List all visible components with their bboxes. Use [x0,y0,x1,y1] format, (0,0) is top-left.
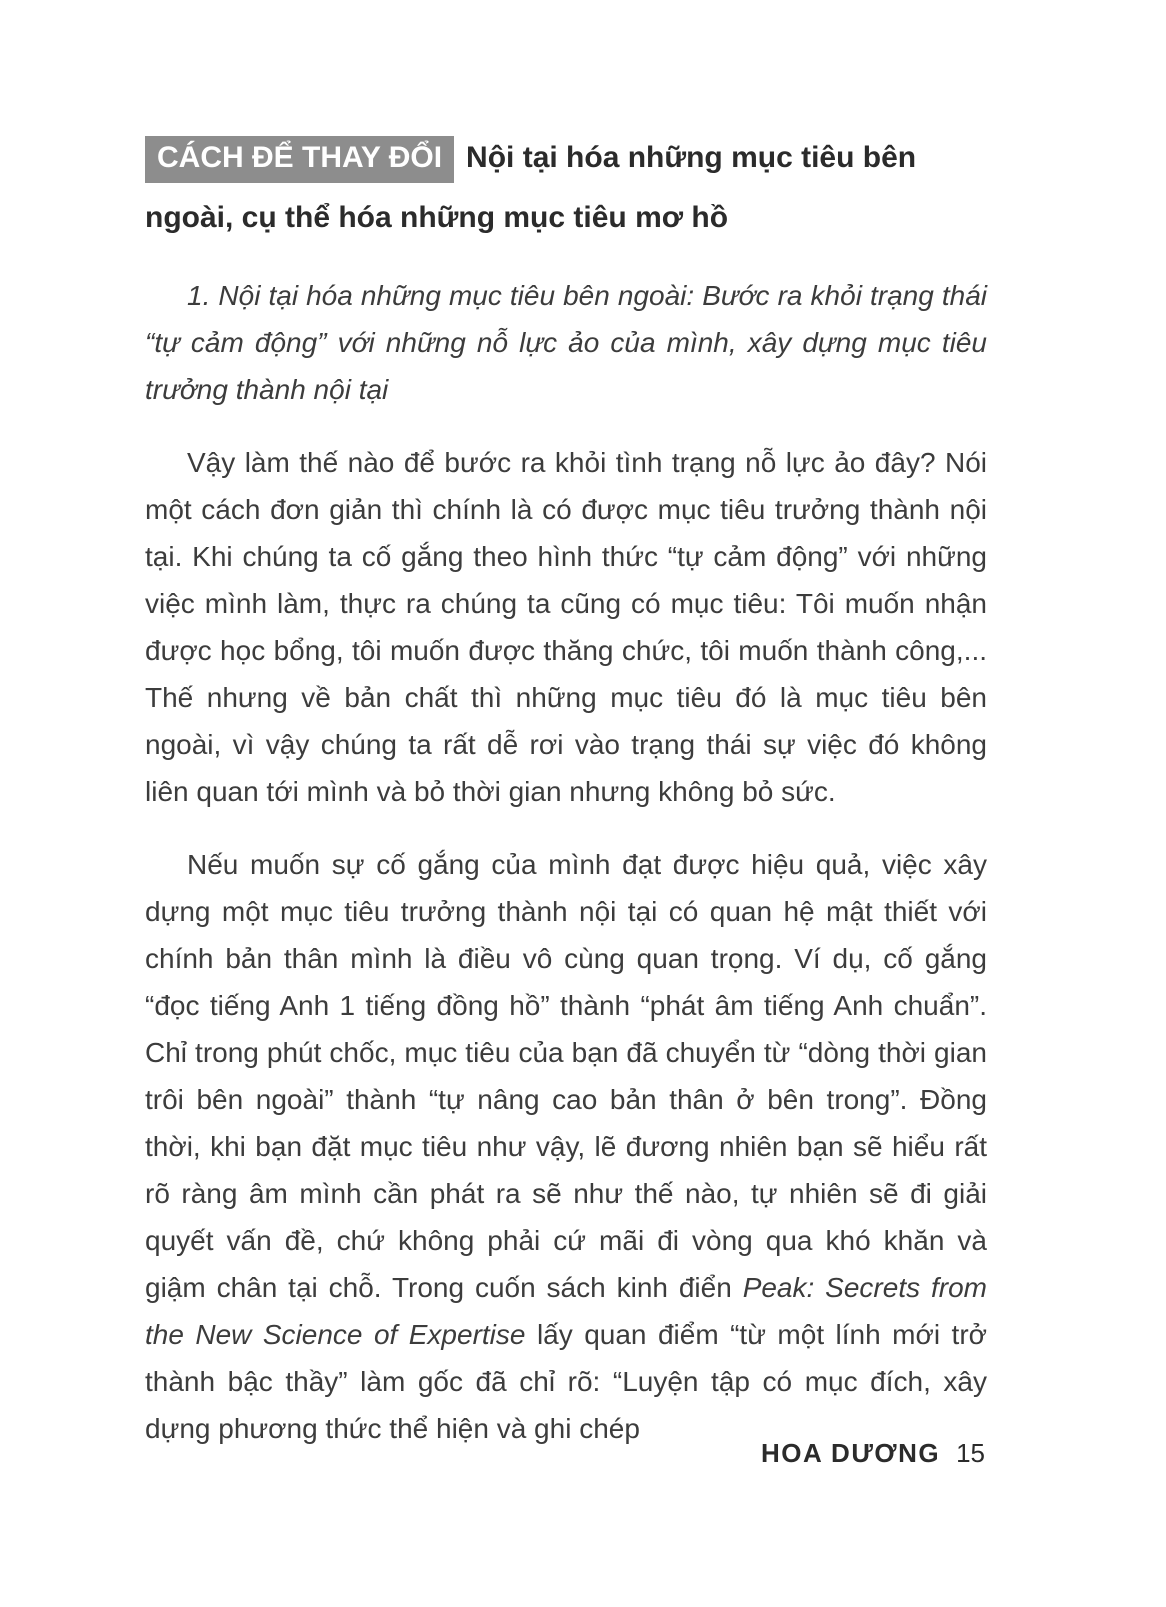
body-paragraph-2-part2: lấy quan điểm “từ một lính mới trở thành bậc thầy” làm gốc đã chỉ rõ: “Luyện tập có mục đích, xây dựng phương thức thể hiện và ghi chép [145,1319,987,1444]
page-content [145,128,987,1452]
body-paragraph-2-part1: Nếu muốn sự cố gắng của mình đạt được hiệu quả, việc xây dựng một mục tiêu trưởng thành nội tại có quan hệ mật thiết với chính bản thân mình là điều vô cùng quan trọng. Ví dụ, cố gắng “đọc tiếng Anh 1 tiếng đồng hồ” thành “phát âm tiếng Anh chuẩn”. Chỉ trong phút chốc, mục tiêu của bạn đã chuyển từ “dòng thời gian trôi bên ngoài” thành “tự nâng cao bản thân ở bên trong”. Đồng thời, khi bạn đặt mục tiêu như vậy, lẽ đương nhiên bạn sẽ hiểu rất rõ ràng âm mình cần phát ra sẽ như thế nào, tự nhiên sẽ đi giải quyết vấn đề, chứ không phải cứ mãi đi vòng qua khó khăn và giậm chân tại chỗ. Trong cuốn sách kinh điển [145,849,987,1303]
section-heading [145,128,987,248]
book-title-citation: Peak: Secrets from the New Science of Expertise [145,1272,987,1350]
footer-author-name: HOA DƯƠNG [761,1438,941,1468]
subsection-title: 1. Nội tại hóa những mục tiêu bên ngoài: Bước ra khỏi trạng thái “tự cảm động” với những nỗ lực ảo của mình, xây dựng mục tiêu trưởng thành nội tại [145,280,987,405]
body-paragraph-1: Vậy làm thế nào để bước ra khỏi tình trạng nỗ lực ảo đây? Nói một cách đơn giản thì chính là có được mục tiêu trưởng thành nội tại. Khi chúng ta cố gắng theo hình thức “tự cảm động” với những việc mình làm, thực ra chúng ta cũng có mục tiêu: Tôi muốn nhận được học bổng, tôi muốn được thăng chức, tôi muốn thành công,... Thế nhưng về bản chất thì những mục tiêu đó là mục tiêu bên ngoài, vì vậy chúng ta rất dễ rơi vào trạng thái sự việc đó không liên quan tới mình và bỏ thời gian nhưng không bỏ sức. [145,447,987,807]
footer-page-number: 15 [956,1438,985,1468]
body-paragraph-2 [145,841,987,1452]
page-footer [761,1438,985,1469]
section-heading-text: Nội tại hóa những mục tiêu bên ngoài, cụ thể hóa những mục tiêu mơ hồ [145,141,917,234]
section-badge: CÁCH ĐỂ THAY ĐỔI [145,136,454,183]
